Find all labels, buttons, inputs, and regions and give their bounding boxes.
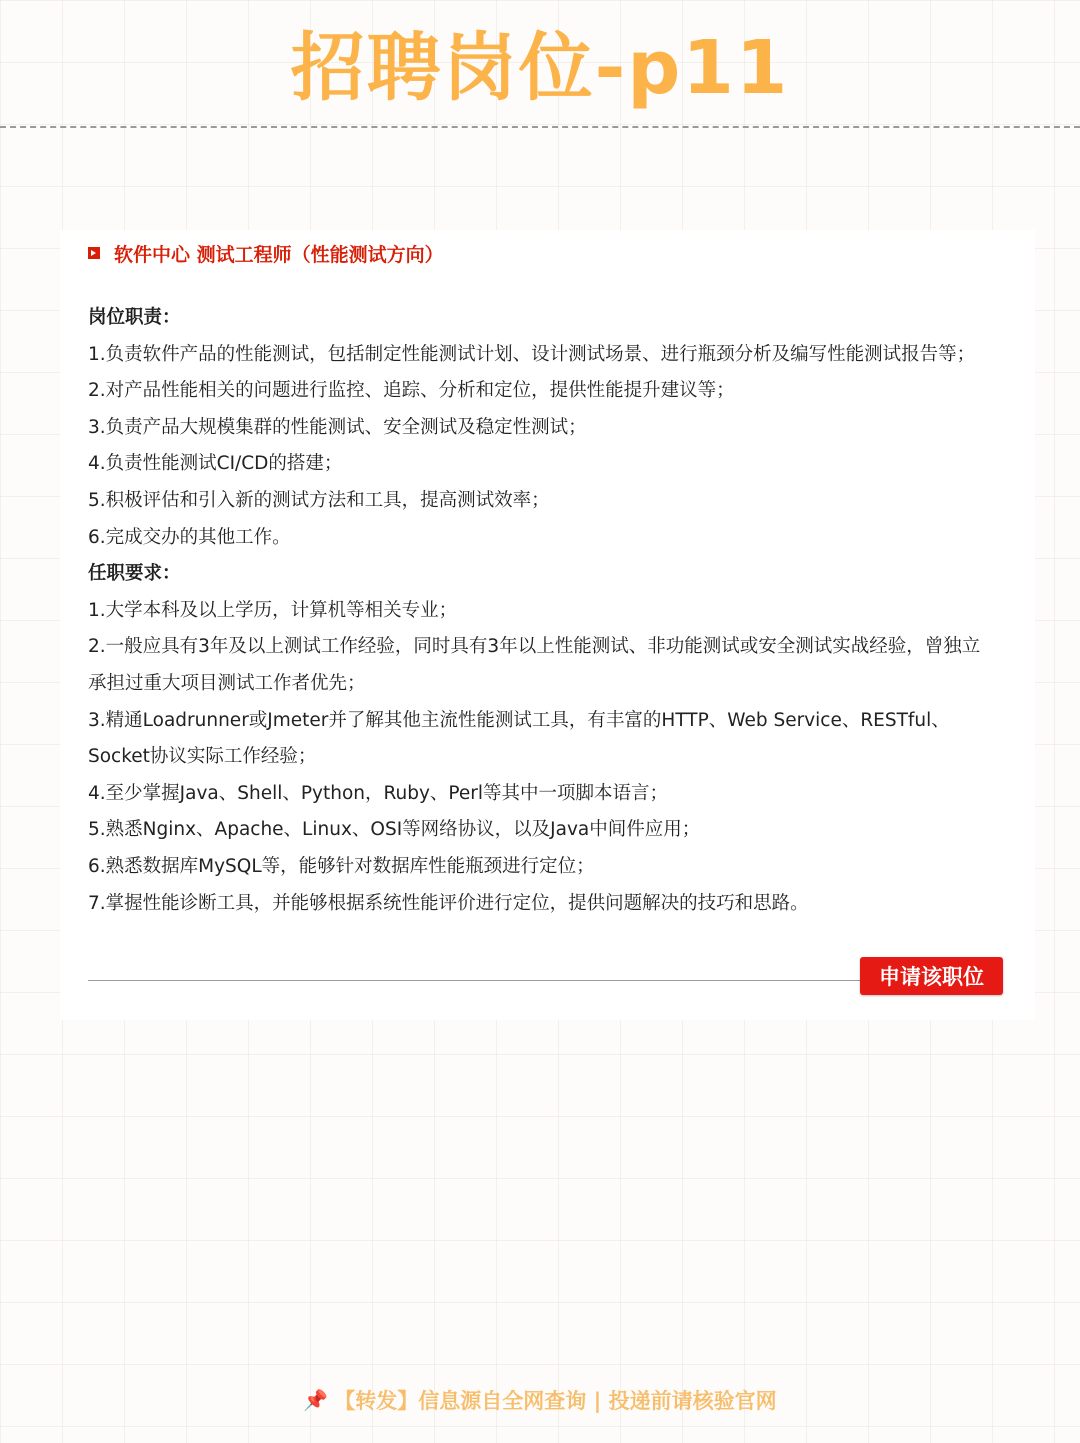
requirement-item: 2.一般应具有3年及以上测试工作经验，同时具有3年以上性能测试、非功能测试或安全测试实战经验，曾独立承担过重大项目测试工作者优先； bbox=[88, 636, 981, 694]
job-description bbox=[88, 300, 998, 922]
apply-job-button[interactable]: 申请该职位 bbox=[860, 957, 1003, 995]
requirements-heading: 任职要求： bbox=[88, 563, 181, 585]
requirement-item: 3.精通Loadrunner或Jmeter并了解其他主流性能测试工具，有丰富的HTTP、Web Service、RESTful、Socket协议实际工作经验； bbox=[88, 709, 950, 768]
requirement-item: 5.熟悉Nginx、Apache、Linux、OSI等网络协议，以及Java中间件应用； bbox=[88, 819, 701, 841]
requirement-item: 7.掌握性能诊断工具，并能够根据系统性能评价进行定位，提供问题解决的技巧和思路。 bbox=[88, 892, 809, 914]
requirement-item: 1.大学本科及以上学历，计算机等相关专业； bbox=[88, 599, 458, 621]
duties-heading: 岗位职责： bbox=[88, 307, 181, 328]
duty-item: 4.负责性能测试CI/CD的搭建； bbox=[88, 453, 343, 475]
duty-item: 6.完成交办的其他工作。 bbox=[88, 526, 291, 548]
requirement-item: 4.至少掌握Java、Shell、Python，Ruby、Perl等其中一项脚本语言； bbox=[88, 782, 669, 804]
requirement-item: 6.熟悉数据库MySQL等，能够针对数据库性能瓶颈进行定位； bbox=[88, 855, 595, 877]
pushpin-icon: 📌 bbox=[303, 1388, 329, 1412]
footer-text: 【转发】信息源自全网查询 | 投递前请核验官网 bbox=[334, 1389, 777, 1413]
play-bullet-icon bbox=[88, 247, 100, 259]
duty-item: 3.负责产品大规模集群的性能测试、安全测试及稳定性测试； bbox=[88, 416, 587, 438]
job-title[interactable]: 软件中心 测试工程师（性能测试方向） bbox=[114, 243, 444, 266]
page-title: 招聘岗位-p11 bbox=[290, 25, 790, 111]
footer-note bbox=[0, 1380, 1080, 1420]
duty-item: 2.对产品性能相关的问题进行监控、追踪、分析和定位，提供性能提升建议等； bbox=[88, 380, 735, 402]
dashed-divider bbox=[0, 126, 1080, 128]
duty-item: 5.积极评估和引入新的测试方法和工具，提高测试效率； bbox=[88, 489, 550, 511]
content-divider bbox=[88, 980, 860, 981]
duty-item: 1.负责软件产品的性能测试，包括制定性能测试计划、设计测试场景、进行瓶颈分析及编写性能测试报告等； bbox=[88, 343, 976, 365]
job-title-row bbox=[88, 238, 444, 268]
